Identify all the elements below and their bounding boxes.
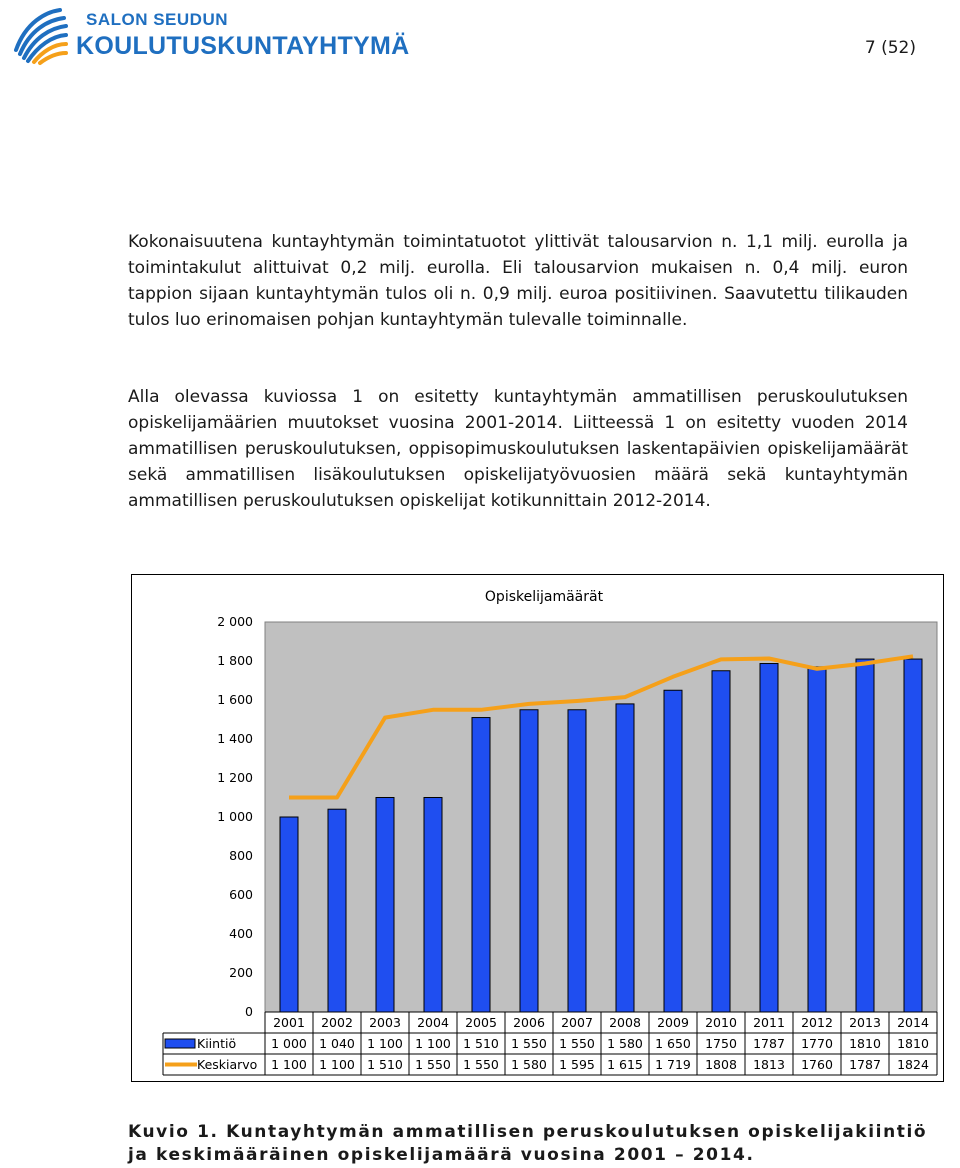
data-label: 1813	[753, 1057, 785, 1072]
caption-line-1: Kuvio 1. Kuntayhtymän ammatillisen peruskoulutuksen opiskelijakiintiö	[128, 1122, 928, 1142]
bar-kiintio	[760, 664, 778, 1012]
x-tick-label: 2012	[801, 1015, 833, 1030]
bar-kiintio	[328, 809, 346, 1012]
y-tick-label: 800	[229, 848, 253, 863]
legend-label-kiintio: Kiintiö	[197, 1036, 237, 1051]
x-tick-label: 2001	[273, 1015, 305, 1030]
bar-kiintio	[904, 659, 922, 1012]
data-label: 1 550	[463, 1057, 499, 1072]
organization-logo	[8, 4, 438, 66]
data-label: 1 550	[511, 1036, 547, 1051]
data-label: 1760	[801, 1057, 833, 1072]
data-label: 1 040	[319, 1036, 355, 1051]
data-label: 1 000	[271, 1036, 307, 1051]
x-tick-label: 2010	[705, 1015, 737, 1030]
y-tick-label: 2 000	[217, 614, 253, 629]
bar-kiintio	[376, 798, 394, 1013]
bar-kiintio	[664, 690, 682, 1012]
plot-area	[265, 622, 937, 1012]
x-tick-label: 2013	[849, 1015, 881, 1030]
body-paragraph-1: Kokonaisuutena kuntayhtymän toimintatuotot ylittivät talousarvion n. 1,1 milj. eurolla ja toimintakulut alittuivat 0,2 milj. eurolla. Eli talousarvion mukaisen n. 0,4 milj. euron tappion sijaan kuntayhtymän tulos oli n. 0,9 milj. euroa positiivinen. Saavutettu tilikauden tulos luo erinomaisen pohjan kuntayhtymän tulevalle toiminnalle.	[128, 232, 908, 330]
y-tick-label: 1 400	[217, 731, 253, 746]
x-tick-label: 2006	[513, 1015, 545, 1030]
data-label: 1750	[705, 1036, 737, 1051]
bar-kiintio	[472, 718, 490, 1012]
data-label: 1810	[849, 1036, 881, 1051]
data-label: 1770	[801, 1036, 833, 1051]
x-tick-label: 2005	[465, 1015, 497, 1030]
data-label: 1 719	[655, 1057, 691, 1072]
legend-swatch-kiintio	[165, 1039, 195, 1048]
bar-kiintio	[424, 798, 442, 1013]
data-label: 1810	[897, 1036, 929, 1051]
data-label: 1824	[897, 1057, 929, 1072]
bar-kiintio	[616, 704, 634, 1012]
data-label: 1808	[705, 1057, 737, 1072]
bar-kiintio	[568, 710, 586, 1012]
x-tick-label: 2008	[609, 1015, 641, 1030]
data-label: 1 100	[415, 1036, 451, 1051]
x-tick-label: 2011	[753, 1015, 785, 1030]
logo-line1: SALON SEUDUN	[86, 10, 229, 29]
data-label: 1 595	[559, 1057, 595, 1072]
data-label: 1 510	[367, 1057, 403, 1072]
data-label: 1 510	[463, 1036, 499, 1051]
logo-line2: KOULUTUSKUNTAYHTYMÄ	[76, 32, 410, 60]
bar-kiintio	[808, 667, 826, 1012]
y-tick-label: 1 600	[217, 692, 253, 707]
data-label: 1787	[849, 1057, 881, 1072]
body-paragraph-2: Alla olevassa kuviossa 1 on esitetty kuntayhtymän ammatillisen peruskoulutuksen opiskelijamäärien muutokset vuosina 2001-2014. Liitteessä 1 on esitetty vuoden 2014 ammatillisen peruskoulutuksen, oppisopimuskoulutuksen laskentapäivien opiskelijamäärät sekä ammatillisen lisäkoulutuksen opiskelijatyövuosien määrä sekä kuntayhtymän ammatillisen peruskoulutuksen opiskelijat kotikunnittain 2012-2014.	[128, 387, 908, 511]
y-tick-label: 1 800	[217, 653, 253, 668]
logo-swirl-icon	[8, 4, 70, 66]
bar-kiintio	[856, 659, 874, 1012]
data-label: 1 650	[655, 1036, 691, 1051]
data-label: 1 100	[271, 1057, 307, 1072]
x-tick-label: 2014	[897, 1015, 929, 1030]
y-tick-label: 600	[229, 887, 253, 902]
data-label: 1 550	[415, 1057, 451, 1072]
bar-kiintio	[520, 710, 538, 1012]
students-chart	[131, 574, 944, 1082]
chart-title: Opiskelijamäärät	[484, 589, 604, 605]
y-tick-label: 0	[245, 1004, 253, 1019]
legend-label-keskiarvo: Keskiarvo	[197, 1057, 258, 1072]
y-tick-label: 1 000	[217, 809, 253, 824]
data-label: 1 100	[367, 1036, 403, 1051]
data-label: 1 615	[607, 1057, 643, 1072]
data-label: 1 580	[607, 1036, 643, 1051]
y-tick-label: 200	[229, 965, 253, 980]
data-label: 1 580	[511, 1057, 547, 1072]
data-label: 1 100	[319, 1057, 355, 1072]
figure-caption	[128, 1121, 928, 1167]
y-tick-label: 1 200	[217, 770, 253, 785]
x-tick-label: 2002	[321, 1015, 353, 1030]
bar-kiintio	[280, 817, 298, 1012]
data-label: 1787	[753, 1036, 785, 1051]
x-tick-label: 2004	[417, 1015, 449, 1030]
y-tick-label: 400	[229, 926, 253, 941]
page-number: 7 (52)	[864, 38, 916, 58]
caption-line-2: ja keskimääräinen opiskelijamäärä vuosina 2001 – 2014.	[128, 1145, 755, 1165]
x-tick-label: 2007	[561, 1015, 593, 1030]
bar-kiintio	[712, 671, 730, 1012]
x-tick-label: 2009	[657, 1015, 689, 1030]
data-label: 1 550	[559, 1036, 595, 1051]
x-tick-label: 2003	[369, 1015, 401, 1030]
